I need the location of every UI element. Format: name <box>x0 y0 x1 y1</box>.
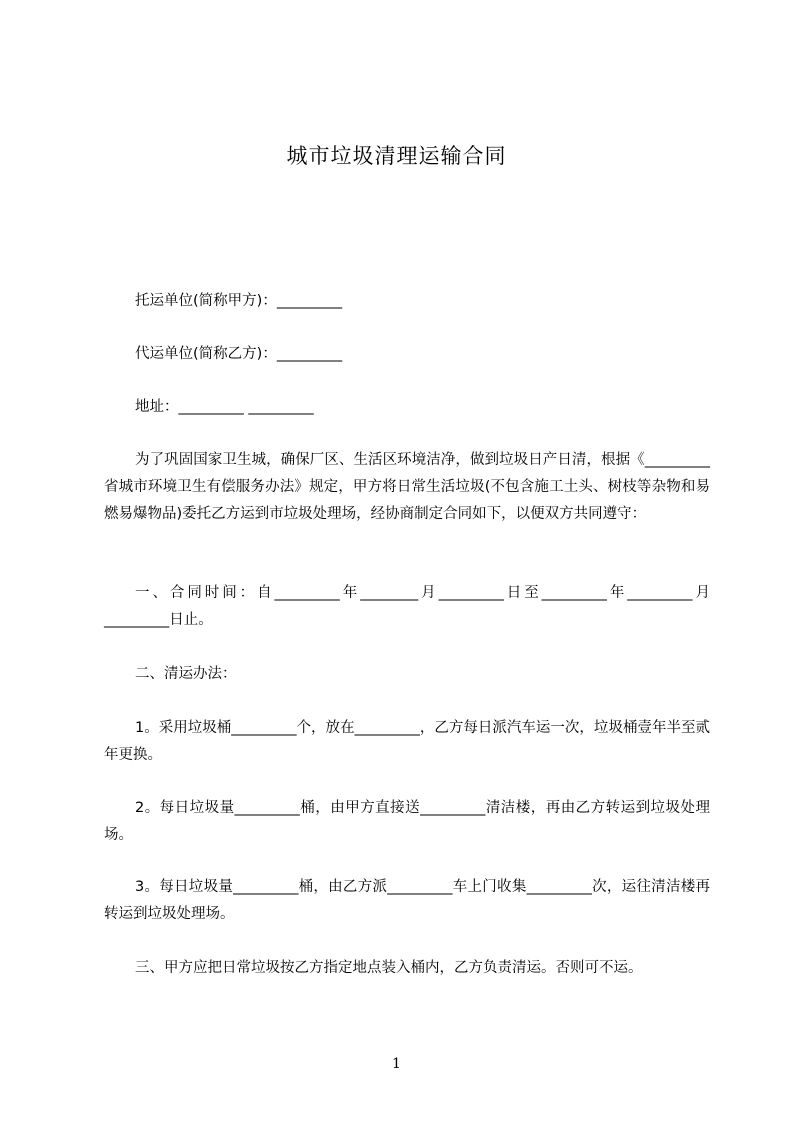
preamble-paragraph: 为了巩固国家卫生城，确保厂区、生活区环境洁净，做到垃圾日产日清，根据《_________省城市环境卫生有偿服务办法》规定，甲方将日常生活垃圾(不包含施工土头、树枝等杂物和易燃易爆物品)委托乙方运到市垃圾处理场，经协商制定合同如下，以便双方共同遵守： <box>104 452 710 522</box>
address-line: 地址：_________ _________ <box>135 399 314 415</box>
clause-2-item-1: 1。采用垃圾桶_________个，放在_________，乙方每日派汽车运一次，垃圾桶壹年半至贰年更换。 <box>104 720 710 763</box>
clause-2-item-3: 3。每日垃圾量_________桶，由乙方派_________车上门收集_________次，运往清洁楼再转运到垃圾处理场。 <box>104 879 710 922</box>
clause-2-item-2: 2。每日垃圾量_________桶，由甲方直接送_________清洁楼，再由乙方转运到垃圾处理场。 <box>104 800 710 843</box>
clause-2-heading: 二、清运办法： <box>135 666 237 682</box>
party-b-line: 代运单位(简称乙方)：_________ <box>135 346 343 362</box>
clause-1-contract-period: 一、合同时间：自_________年________月_________日至_________年_________月_________日止。 <box>104 585 710 628</box>
clause-3: 三、甲方应把日常垃圾按乙方指定地点装入桶内，乙方负责清运。否则可不运。 <box>135 960 643 976</box>
document-title: 城市垃圾清理运输合同 <box>286 144 507 168</box>
page-number: 1 <box>392 1056 401 1072</box>
party-a-line: 托运单位(简称甲方)：_________ <box>135 293 343 309</box>
